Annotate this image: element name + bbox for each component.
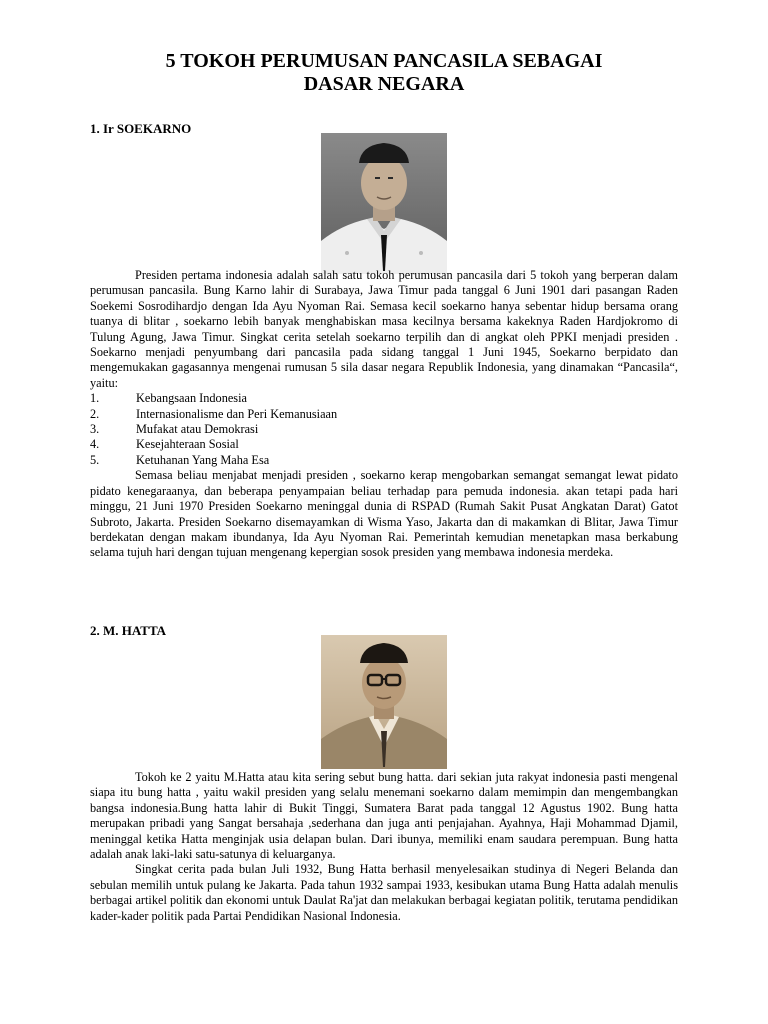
soekarno-photo bbox=[321, 133, 447, 274]
list-item: 2. Internasionalisme dan Peri Kemanusiaan bbox=[90, 406, 338, 421]
list-item: 3. Mufakat atau Demokrasi bbox=[90, 422, 259, 437]
paragraph: Presiden pertama indonesia adalah salah satu tokoh perumusan pancasila dari 5 tokoh yang berperan dalam perumusan pancasila. Bung Karno lahir di Surabaya, Jawa Timur pada tanggal 6 Juni 1901 dari pasangan Raden Soekemi Sosrodihardjo dengan Ida Ayu Nyoman Rai. Semasa kecil soekarno hanya sebentar hidup bersama orang tuanya di blitar , soekarno lebih banyak menghabiskan masa kecilnya bersama kakeknya Raden Hardjokromo di Tulung Agung, Jawa Timur. Singkat cerita setelah soekarno terpilih dan di angkat oleh PPKI menjadi presiden . Soekarno menjadi penyumbang dari pancasila pada sidang tanggal 1 Juni 1945, Soekarno berpidato dan mengemukakan gagasannya mengenai rumusan 5 sila dasar negara Republik Indonesia, yang dinamakan “Pancasila“, yaitu: bbox=[90, 268, 678, 390]
section-heading-hatta: 2. M. HATTA bbox=[90, 623, 167, 638]
title-line-1: 5 TOKOH PERUMUSAN PANCASILA SEBAGAI bbox=[165, 50, 603, 72]
list-item: 1. Kebangsaan Indonesia bbox=[90, 391, 247, 406]
hatta-photo bbox=[321, 635, 447, 769]
document-title bbox=[0, 50, 768, 96]
section-body-hatta bbox=[90, 770, 678, 924]
paragraph: Tokoh ke 2 yaitu M.Hatta atau kita sering sebut bung hatta. dari sekian juta rakyat indonesia pasti mengenal siapa itu bung hatta , yaitu wakil presiden yang selalu menemani soekarno dalam memimpin dan mengembangkan bangsa indonesia.Bung hatta lahir di Bukit Tinggi, Sumatera Barat pada tanggal 12 Agustus 1902. Bung hatta merupakan pribadi yang Sangat bersahaja ,sederhana dan juga anti penjajahan. Ayahnya, Haji Mohammad Djamil, meninggal ketika Hatta menginjak usia delapan bulan. Dari ibunya, memiliki enam saudara perempuan. Bung hatta adalah anak laki-laki satu-satunya di keluarganya. bbox=[90, 770, 678, 862]
section-heading-soekarno: 1. Ir SOEKARNO bbox=[90, 121, 192, 136]
paragraph: Semasa beliau menjabat menjadi presiden , soekarno kerap mengobarkan semangat semangat lewat pidato pidato kenegaraanya, dan beberapa penyampaian beliau terhadap para pemuda indonesia. akan tetapi pada hari minggu, 21 Juni 1970 Presiden Soekarno meninggal dunia di RSPAD (Rumah Sakit Pusat Angkatan Darat) Gatot Subroto, Jakarta. Presiden Soekarno disemayamkan di Wisma Yaso, Jakarta dan di makamkan di Blitar, Jawa Timur berdekatan dengan makam ibundanya, Ida Ayu Nyoman Rai. Pemerintah kemudian menetapkan masa berkabung selama tujuh hari dengan tujuan mengenang kepergian sosok presiden yang membawa indonesia merdeka. bbox=[90, 468, 678, 560]
pancasila-list bbox=[90, 391, 678, 468]
list-item: 4. Kesejahteraan Sosial bbox=[90, 437, 239, 452]
paragraph: Singkat cerita pada bulan Juli 1932, Bung Hatta berhasil menyelesaikan studinya di Negeri Belanda dan sebulan memilih untuk pulang ke Jakarta. Pada tahun 1932 sampai 1933, kesibukan utama Bung Hatta adalah menulis berbagai artikel politik dan ekonomi untuk Daulat Ra'jat dan melakukan berbagai kegiatan politik, terutama pendidikan kader-kader politik pada Partai Pendidikan Nasional Indonesia. bbox=[90, 862, 678, 923]
section-body-soekarno bbox=[90, 268, 678, 561]
title-line-2: DASAR NEGARA bbox=[303, 73, 465, 95]
list-item: 5. Ketuhanan Yang Maha Esa bbox=[90, 452, 270, 467]
